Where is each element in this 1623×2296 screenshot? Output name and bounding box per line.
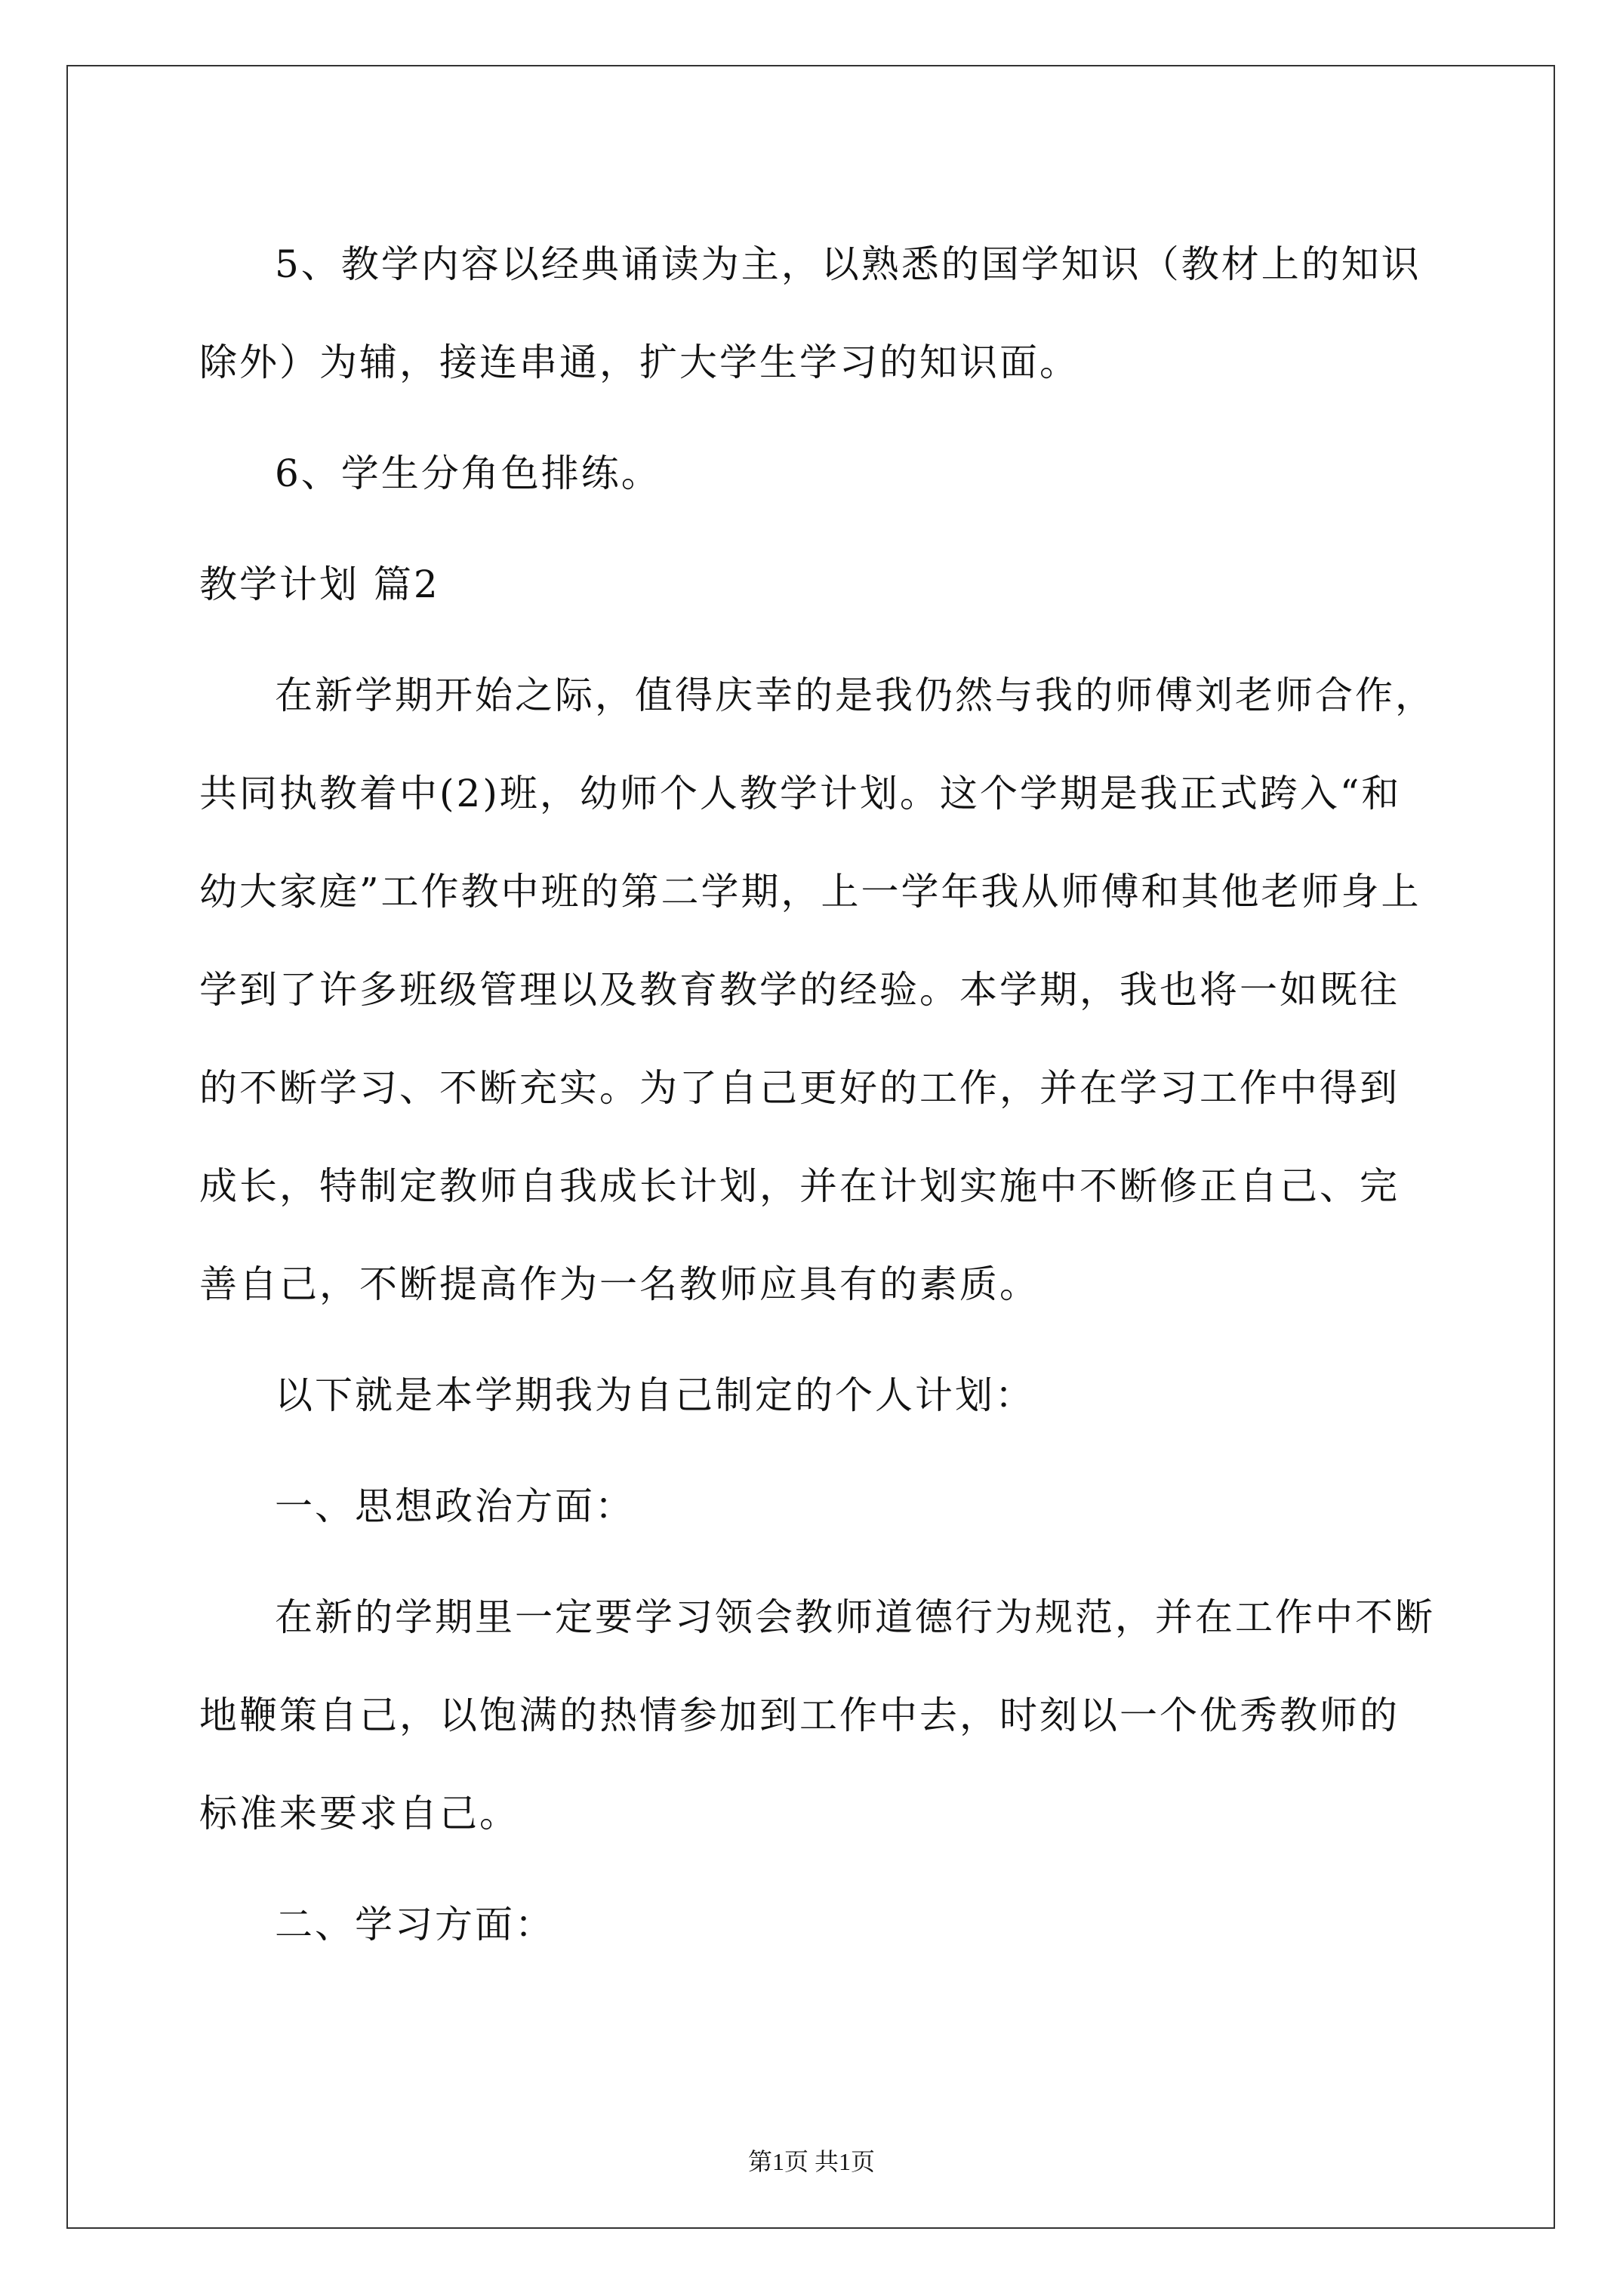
subheading-study: 二、学习方面： [275,1903,555,1946]
subheading-politics: 一、思想政治方面： [275,1484,635,1528]
paragraph-intro: 在新学期开始之际，值得庆幸的是我仍然与我的师傅刘老师合作，共同执教着中(2)班，幼师个人教学计划。这个学期是我正式跨入“和幼大家庭”工作教中班的第二学期，上一学年我从师傅和其他老师身上学到了许多班级管理以及教育教学的经验。本学期，我也将一如既往的不断学习、不断充实。为了自己更好的工作，并在学习工作中得到成长，特制定教师自我成长计划，并在计划实施中不断修正自己、完善自己，不断提高作为一名教师应具有的素质。 [199,673,1435,1306]
section-heading: 教学计划 篇2 [199,562,440,606]
paragraph-plan-lead: 以下就是本学期我为自己制定的个人计划： [275,1373,1035,1417]
page-footer: 第1页 共1页 [747,2148,875,2175]
paragraph-politics: 在新的学期里一定要学习领会教师道德行为规范，并在工作中不断地鞭策自己，以饱满的热情参加到工作中去，时刻以一个优秀教师的标准来要求自己。 [199,1595,1435,1835]
paragraph-item-6: 6、学生分角色排练。 [275,451,661,495]
document-body [199,215,1437,1986]
paragraph-item-5: 5、教学内容以经典诵读为主，以熟悉的国学知识（教材上的知识除外）为辅，接连串通，扩大学生学习的知识面。 [199,242,1421,384]
